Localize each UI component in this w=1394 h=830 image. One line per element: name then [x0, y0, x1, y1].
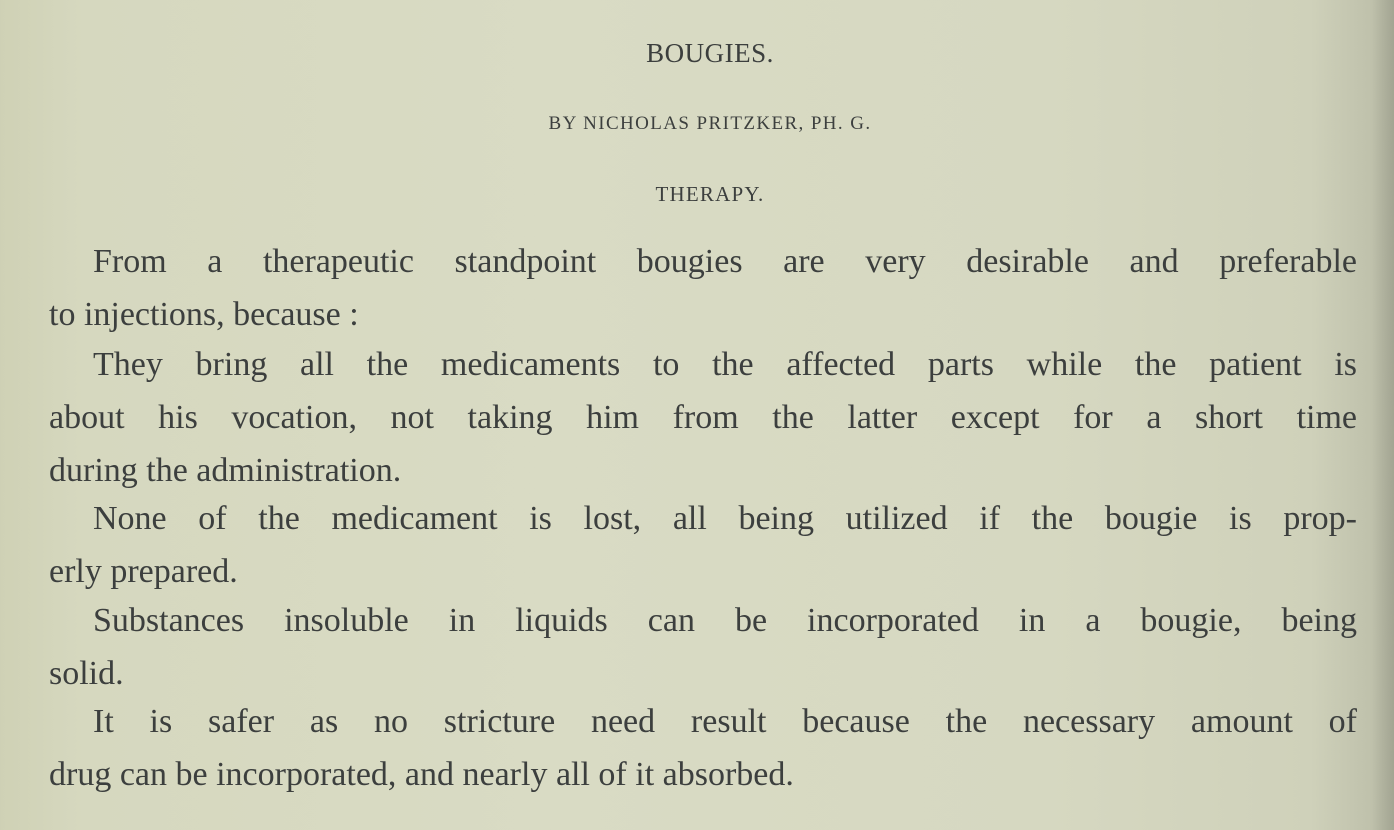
paragraph-line: about his vocation, not taking him from the latter except for a short time: [49, 399, 1357, 436]
paragraph-line: during the administration.: [49, 452, 402, 489]
article-title: BOUGIES.: [646, 38, 774, 68]
paragraph-4: [49, 594, 1357, 700]
article-byline: BY NICHOLAS PRITZKER, PH. G.: [548, 113, 872, 134]
paragraph-line: None of the medicament is lost, all being utilized if the bougie is prop-: [93, 500, 1357, 537]
paragraph-2: [49, 338, 1357, 497]
paragraph-line: erly prepared.: [49, 553, 238, 590]
paragraph-line: solid.: [49, 655, 124, 692]
paragraph-line: From a therapeutic standpoint bougies are very desirable and preferable: [93, 243, 1357, 280]
section-heading: THERAPY.: [655, 182, 765, 206]
paragraph-1: [49, 235, 1357, 341]
paragraph-line: drug can be incorporated, and nearly all of it absorbed.: [49, 756, 794, 793]
paragraph-line: They bring all the medicaments to the affected parts while the patient is: [93, 346, 1357, 383]
paragraph-3: [49, 492, 1357, 598]
paragraph-line: Substances insoluble in liquids can be incorporated in a bougie, being: [93, 602, 1357, 639]
paragraph-line: It is safer as no stricture need result because the necessary amount of: [93, 703, 1357, 740]
paragraph-5: [49, 695, 1357, 801]
paragraph-line: to injections, because :: [49, 296, 359, 333]
